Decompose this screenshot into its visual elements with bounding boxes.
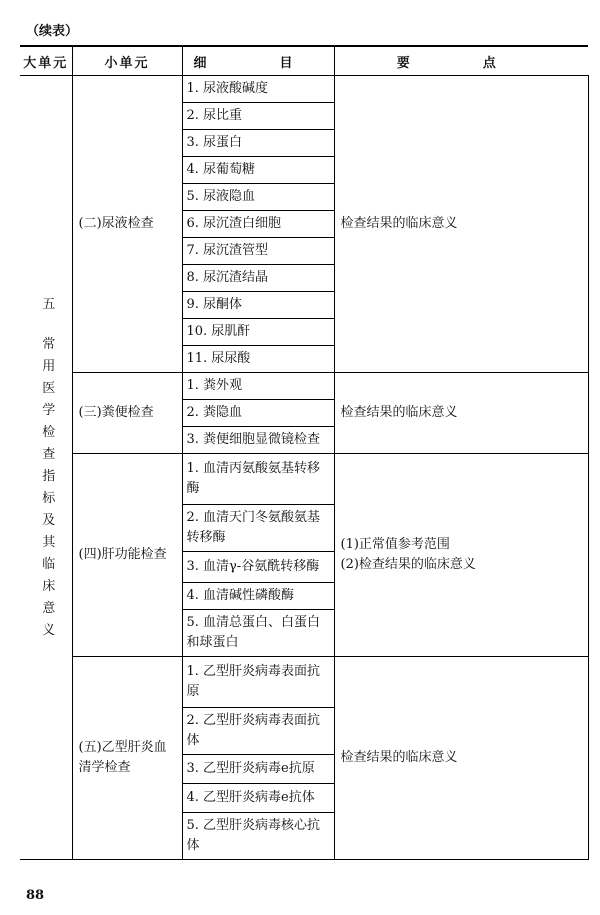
detail-item: 11. 尿尿酸 <box>182 346 334 373</box>
detail-item: 3. 粪便细胞显微镜检查 <box>182 427 334 454</box>
detail-item: 1. 乙型肝炎病毒表面抗原 <box>182 657 334 708</box>
major-unit-cell <box>20 76 72 860</box>
detail-item: 5. 血清总蛋白、白蛋白和球蛋白 <box>182 610 334 657</box>
detail-item: 9. 尿酮体 <box>182 292 334 319</box>
subunit-urine: (二)尿液检查 <box>72 76 182 373</box>
unit-number: 五 <box>42 296 56 312</box>
table-row <box>20 657 588 708</box>
key-point-urine: 检查结果的临床意义 <box>334 76 588 373</box>
detail-item: 2. 尿比重 <box>182 103 334 130</box>
header-key-points: 要 点 <box>334 46 588 76</box>
detail-item: 2. 血清天门冬氨酸氨基转移酶 <box>182 505 334 552</box>
detail-item: 1. 血清丙氨酸氨基转移酶 <box>182 454 334 505</box>
detail-item: 2. 粪隐血 <box>182 400 334 427</box>
subunit-feces: (三)粪便检查 <box>72 373 182 454</box>
detail-item: 4. 尿葡萄糖 <box>182 157 334 184</box>
page-number: 88 <box>26 888 45 903</box>
table-row <box>20 454 588 505</box>
header-sub-unit: 小单元 <box>72 46 182 76</box>
detail-item: 4. 血清碱性磷酸酶 <box>182 583 334 610</box>
key-point-feces: 检查结果的临床意义 <box>334 373 588 454</box>
detail-item: 3. 尿蛋白 <box>182 130 334 157</box>
key-point-line: (1)正常值参考范围 <box>340 537 450 552</box>
detail-item: 5. 乙型肝炎病毒核心抗体 <box>182 813 334 860</box>
table-row <box>20 76 588 103</box>
detail-item: 4. 乙型肝炎病毒e抗体 <box>182 784 334 813</box>
detail-item: 6. 尿沉渣白细胞 <box>182 211 334 238</box>
header-detail: 细 目 <box>182 46 334 76</box>
key-point-liver <box>334 454 588 657</box>
key-point-line: (2)检查结果的临床意义 <box>340 557 476 572</box>
detail-item: 3. 血清γ-谷氨酰转移酶 <box>182 552 334 583</box>
table-row <box>20 373 588 400</box>
subunit-hepatitis-b: (五)乙型肝炎血清学检查 <box>72 657 182 860</box>
detail-item: 8. 尿沉渣结晶 <box>182 265 334 292</box>
detail-item: 7. 尿沉渣管型 <box>182 238 334 265</box>
detail-item: 3. 乙型肝炎病毒e抗原 <box>182 755 334 784</box>
key-point-hepatitis-b: 检查结果的临床意义 <box>334 657 588 860</box>
header-major-unit: 大单元 <box>20 46 72 76</box>
detail-item: 2. 乙型肝炎病毒表面抗体 <box>182 708 334 755</box>
detail-item: 1. 尿液酸碱度 <box>182 76 334 103</box>
unit-title: 常用医学检查指标及其临床意义 <box>42 336 56 638</box>
continued-label: （续表） <box>26 24 79 39</box>
header-row <box>20 46 588 76</box>
syllabus-table <box>20 45 589 860</box>
subunit-liver: (四)肝功能检查 <box>72 454 182 657</box>
detail-item: 5. 尿液隐血 <box>182 184 334 211</box>
detail-item: 10. 尿肌酐 <box>182 319 334 346</box>
detail-item: 1. 粪外观 <box>182 373 334 400</box>
